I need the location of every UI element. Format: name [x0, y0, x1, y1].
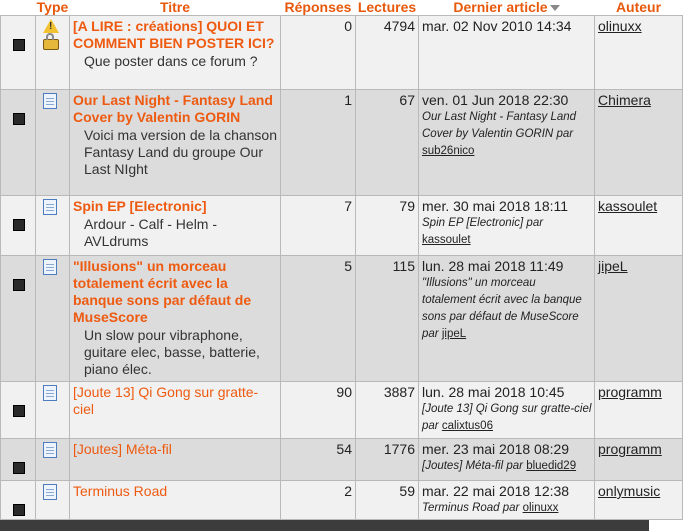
title-cell	[70, 90, 281, 196]
select-checkbox[interactable]	[13, 405, 25, 417]
table-header-row	[1, 0, 683, 16]
last-post-date: mer. 23 mai 2018 08:29	[422, 441, 570, 457]
author-cell	[595, 439, 683, 481]
topic-description: Un slow pour vibraphone, guitare elec, basse, batterie, piano élec.	[84, 327, 260, 377]
replies-count: 2	[281, 481, 356, 520]
select-cell[interactable]	[1, 90, 36, 196]
select-checkbox[interactable]	[13, 39, 25, 51]
select-cell[interactable]	[1, 439, 36, 481]
header-replies[interactable]: Réponses	[281, 0, 356, 16]
header-views[interactable]: Lectures	[356, 0, 419, 16]
title-cell	[70, 16, 281, 90]
select-checkbox[interactable]	[13, 113, 25, 125]
last-post-by: par	[506, 460, 523, 472]
views-count: 79	[356, 196, 419, 256]
last-post-date: lun. 28 mai 2018 11:49	[422, 258, 564, 274]
views-count: 115	[356, 256, 419, 382]
header-type[interactable]: Type	[36, 0, 69, 15]
table-row	[1, 16, 683, 90]
table-row	[1, 196, 683, 256]
last-post-user[interactable]: calixtus06	[441, 420, 493, 432]
document-icon	[43, 93, 57, 109]
topic-title-link[interactable]: Terminus Road	[73, 483, 168, 499]
author-cell	[595, 481, 683, 520]
last-post-by: par	[556, 128, 574, 140]
warning-icon: !	[43, 19, 59, 33]
type-cell	[36, 16, 70, 90]
last-post-title: [Joute 13] Qi Gong sur gratte-ciel	[422, 403, 592, 415]
last-post-user[interactable]: bluedid29	[526, 460, 577, 472]
last-post-title: Our Last Night - Fantasy Land Cover by Valentin GORIN	[422, 111, 577, 140]
header-last-post[interactable]	[419, 0, 595, 16]
select-checkbox[interactable]	[13, 219, 25, 231]
author-cell	[595, 16, 683, 90]
last-post-cell	[419, 256, 595, 382]
select-checkbox[interactable]	[13, 504, 25, 516]
last-post-user[interactable]: kassoulet	[422, 234, 471, 246]
last-post-by: par	[502, 502, 520, 514]
topic-description: Ardour - Calf - Helm - AVLdrums	[84, 216, 218, 249]
title-cell	[70, 382, 281, 439]
last-post-user[interactable]: jipeL	[441, 328, 467, 340]
topic-title-link[interactable]: Our Last Night - Fantasy Land Cover by Valentin GORIN	[73, 92, 273, 125]
header-select	[1, 0, 36, 16]
last-post-date: mer. 30 mai 2018 18:11	[422, 198, 569, 214]
author-link[interactable]: Chimera	[598, 92, 651, 108]
header-title[interactable]: Titre	[70, 0, 281, 16]
last-post-user[interactable]: sub26nico	[422, 145, 475, 157]
select-cell[interactable]	[1, 16, 36, 90]
document-icon	[43, 385, 57, 401]
last-post-topic	[422, 401, 592, 435]
last-post-title: [Joutes] Méta-fil	[422, 460, 504, 472]
title-cell	[70, 439, 281, 481]
lock-icon	[43, 39, 59, 50]
replies-count: 1	[281, 90, 356, 196]
last-post-topic	[422, 109, 592, 160]
views-count: 3887	[356, 382, 419, 439]
table-row	[1, 382, 683, 439]
views-count: 4794	[356, 16, 419, 90]
author-cell	[595, 196, 683, 256]
type-cell	[36, 90, 70, 196]
document-icon	[43, 199, 57, 215]
last-post-cell	[419, 90, 595, 196]
table-row	[1, 481, 683, 520]
type-cell	[36, 196, 70, 256]
author-link[interactable]: programm	[598, 384, 662, 400]
select-cell[interactable]	[1, 196, 36, 256]
header-last-post-label: Dernier article	[453, 0, 548, 15]
title-cell	[70, 196, 281, 256]
replies-count: 0	[281, 16, 356, 90]
author-link[interactable]: onlymusic	[598, 483, 661, 499]
last-post-topic	[422, 275, 592, 343]
topic-title-link[interactable]: [Joutes] Méta-fil	[73, 441, 172, 457]
last-post-title: Spin EP [Electronic]	[422, 217, 524, 229]
topic-description: Voici ma version de la chanson Fantasy Land du groupe Our Last NIght	[84, 127, 277, 177]
type-cell	[36, 382, 70, 439]
last-post-cell	[419, 196, 595, 256]
last-post-topic	[422, 215, 592, 249]
sort-desc-icon	[550, 5, 560, 11]
last-post-user[interactable]: olinuxx	[522, 502, 559, 514]
author-link[interactable]: programm	[598, 441, 662, 457]
last-post-date: mar. 22 mai 2018 12:38	[422, 483, 570, 499]
author-cell	[595, 90, 683, 196]
type-cell	[36, 256, 70, 382]
select-checkbox[interactable]	[13, 279, 25, 291]
last-post-cell	[419, 16, 595, 90]
views-count: 59	[356, 481, 419, 520]
select-cell[interactable]	[1, 382, 36, 439]
topic-description: Que poster dans ce forum ?	[84, 53, 258, 69]
last-post-title: "Illusions" un morceau totalement écrit avec la banque sons par défaut de MuseScore	[422, 277, 582, 323]
views-count: 67	[356, 90, 419, 196]
topic-title-link[interactable]: [Joute 13] Qi Gong sur gratte-ciel	[73, 384, 259, 417]
header-author[interactable]: Auteur	[595, 0, 683, 16]
views-count: 1776	[356, 439, 419, 481]
last-post-by: par	[526, 217, 544, 229]
topic-title-link[interactable]: "Illusions" un morceau totalement écrit avec la banque sons par défaut de MuseScore	[73, 258, 252, 325]
table-row	[1, 256, 683, 382]
replies-count: 54	[281, 439, 356, 481]
topic-title-link[interactable]: [A LIRE : créations] QUOI ET COMMENT BIEN POSTER ICI?	[73, 18, 275, 51]
last-post-cell	[419, 481, 595, 520]
table-row	[1, 439, 683, 481]
replies-count: 7	[281, 196, 356, 256]
last-post-by: par	[422, 420, 439, 432]
replies-count: 5	[281, 256, 356, 382]
document-icon	[43, 442, 57, 458]
author-link[interactable]: jipeL	[598, 258, 628, 274]
last-post-cell	[419, 439, 595, 481]
replies-count: 90	[281, 382, 356, 439]
type-cell	[36, 439, 70, 481]
select-checkbox[interactable]	[13, 462, 25, 474]
last-post-date: lun. 28 mai 2018 10:45	[422, 384, 565, 400]
document-icon	[43, 259, 57, 275]
author-cell	[595, 382, 683, 439]
select-cell[interactable]	[1, 256, 36, 382]
document-icon	[43, 484, 57, 500]
last-post-topic	[422, 458, 592, 475]
title-cell	[70, 256, 281, 382]
last-post-title: Terminus Road	[422, 502, 500, 514]
author-link[interactable]: kassoulet	[598, 198, 658, 214]
table-row	[1, 90, 683, 196]
last-post-date: ven. 01 Jun 2018 22:30	[422, 92, 569, 108]
last-post-cell	[419, 382, 595, 439]
author-link[interactable]: olinuxx	[598, 18, 642, 34]
type-cell	[36, 481, 70, 520]
last-post-topic	[422, 500, 592, 517]
topic-title-link[interactable]: Spin EP [Electronic]	[73, 198, 207, 214]
last-post-by: par	[422, 328, 439, 340]
last-post-date: mar. 02 Nov 2010 14:34	[422, 18, 572, 34]
bottom-bar	[0, 520, 649, 531]
author-cell	[595, 256, 683, 382]
select-cell[interactable]	[1, 481, 36, 520]
title-cell	[70, 481, 281, 520]
